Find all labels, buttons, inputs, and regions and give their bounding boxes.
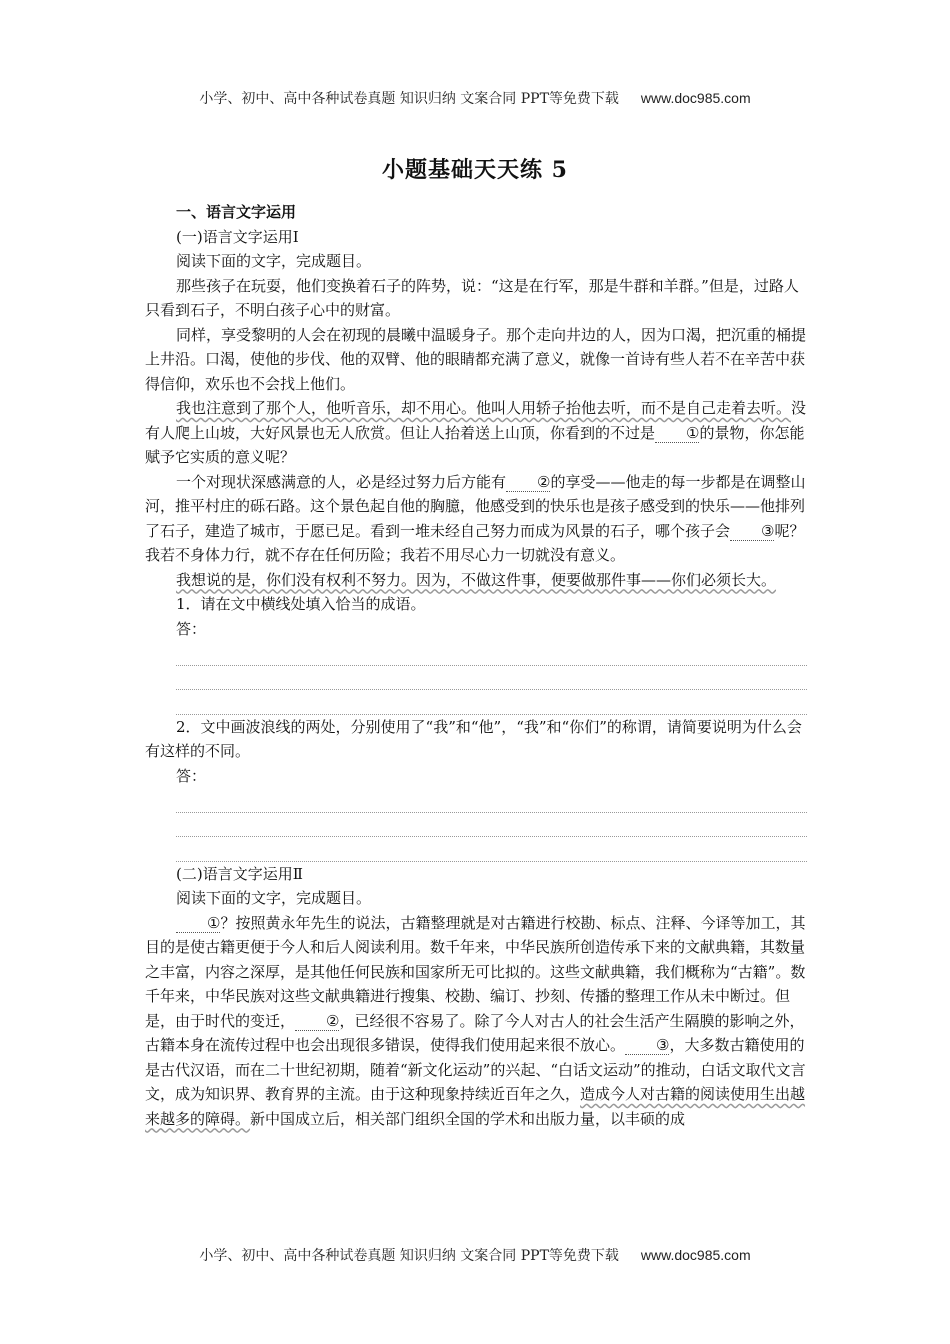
passage1-paragraph-5 bbox=[145, 568, 807, 593]
page-footer bbox=[0, 1245, 950, 1265]
answer-line[interactable] bbox=[176, 813, 807, 838]
answer-line[interactable] bbox=[176, 641, 807, 666]
footer-text: 小学、初中、高中各种试卷真题 知识归纳 文案合同 PPT等免费下载 bbox=[199, 1248, 619, 1264]
header-url[interactable]: www.doc985.com bbox=[640, 90, 751, 106]
instruction-2: 阅读下面的文字，完成题目。 bbox=[176, 889, 372, 907]
question-1: 1．请在文中横线处填入恰当的成语。 bbox=[176, 595, 426, 613]
header-text: 小学、初中、高中各种试卷真题 知识归纳 文案合同 PPT等免费下载 bbox=[199, 91, 619, 107]
blank-2[interactable]: ② bbox=[506, 473, 550, 492]
wavy-underlined-text-2: 我想说的是，你们没有权利不努力。因为，不做这件事，便要做那件事——你们必须长大。 bbox=[176, 570, 777, 589]
passage1-paragraph-1: 那些孩子在玩耍，他们变换着石子的阵势，说：“这是在行军，那是牛群和羊群。”但是，过路人只看到石子，不明白孩子心中的财富。 bbox=[145, 276, 799, 319]
answer-line[interactable] bbox=[176, 788, 807, 813]
blank-3[interactable]: ③ bbox=[730, 522, 774, 541]
page-title: 小题基础天天练 5 bbox=[382, 157, 568, 183]
subsection-heading-1: (一)语言文字运用Ⅰ bbox=[176, 227, 299, 246]
blank-1[interactable]: ① bbox=[655, 424, 699, 443]
wavy-underlined-text-3: 造成今人对古籍的阅读使用生出越来越多的障碍。 bbox=[145, 1085, 806, 1128]
passage1-paragraph-2: 同样，享受黎明的人会在初现的晨曦中温暖身子。那个走向井边的人，因为口渴，把沉重的桶提上井沿。口渴，使他的步伐、他的双臂、他的眼睛都充满了意义，就像一首诗有些人若不在辛苦中获得信仰，欢乐也不会找上他们。 bbox=[145, 325, 807, 393]
subsection-heading-2: (二)语言文字运用Ⅱ bbox=[176, 864, 303, 883]
answer-area-1[interactable] bbox=[145, 641, 807, 715]
blank-6[interactable]: ③ bbox=[625, 1036, 669, 1055]
answer-area-2[interactable] bbox=[145, 788, 807, 862]
blank-4[interactable]: ① bbox=[176, 914, 220, 933]
question-2: 2．文中画波浪线的两处，分别使用了“我”和“他”，“我”和“你们”的称谓，请简要说明为什么会有这样的不同。 bbox=[145, 717, 802, 760]
blank-5[interactable]: ② bbox=[295, 1012, 339, 1031]
footer-url[interactable]: www.doc985.com bbox=[640, 1247, 751, 1263]
answer-line[interactable] bbox=[176, 666, 807, 691]
section-heading: 一、语言文字运用 bbox=[176, 203, 297, 221]
instruction-1: 阅读下面的文字，完成题目。 bbox=[176, 252, 372, 270]
document-body bbox=[145, 200, 807, 1131]
passage1-paragraph-3: 我也注意到了那个人，他听音乐，却不用心。他叫人用轿子抬他去听，而不是自己走着去听。没有人爬上山坡，大好风景也无人欣赏。但让人抬着送上山顶，你看到的不过是 ①的景物，你怎能赋予它实质的意义呢？ bbox=[145, 399, 807, 466]
passage1-paragraph-4: 一个对现状深感满意的人，必是经过努力后方能有 ②的享受——他走的每一步都是在调整山河，推平村庄的砾石路。这个景色起自他的胸臆，他感受到的快乐也是孩子感受到的快乐——他排列了石子，建造了城市，于愿已足。看到一堆未经自己努力而成为风景的石子，哪个孩子会 ③呢？我若不身体力行，就不存在任何历险；我若不用尽心力一切就没有意义。 bbox=[145, 472, 806, 564]
answer-line[interactable] bbox=[176, 837, 807, 862]
wavy-underlined-text-1: 我也注意到了那个人，他听音乐，却不用心。他叫人用轿子抬他去听，而不是自己走着去听。 bbox=[176, 399, 792, 417]
page-header bbox=[0, 88, 950, 108]
answer-line[interactable] bbox=[176, 690, 807, 715]
answer-label-2: 答： bbox=[176, 766, 207, 785]
answer-label-1: 答： bbox=[176, 619, 207, 638]
passage2-paragraph-1: ①？按照黄永年先生的说法，古籍整理就是对古籍进行校勘、标点、注释、今译等加工，其目的是使古籍更便于今人和后人阅读利用。数千年来，中华民族所创造传承下来的文献典籍，其数量之丰富，内容之深厚，是其他任何民族和国家所无可比拟的。这些文献典籍，我们概称为“古籍”。数千年来，中华民族对这些文献典籍进行搜集、校勘、编订、抄刻、传播的整理工作从未中断过。但是，由于时代的变迁， ②，已经很不容易了。除了今人对古人的社会生活产生隔膜的影响之外，古籍本身在流传过程中也会出现很多错误，使得我们使用起来很不放心。 ③，大多数古籍使用的是古代汉语，而在二十世纪初期，随着“新文化运动”的兴起、“白话文运动”的推动，白话文取代文言文，成为知识界、教育界的主流。由于这种现象持续近百年之久，造成今人对古籍的阅读使用生出越来越多的障碍。新中国成立后，相关部门组织全国的学术和出版力量，以丰硕的成 bbox=[145, 913, 806, 1128]
